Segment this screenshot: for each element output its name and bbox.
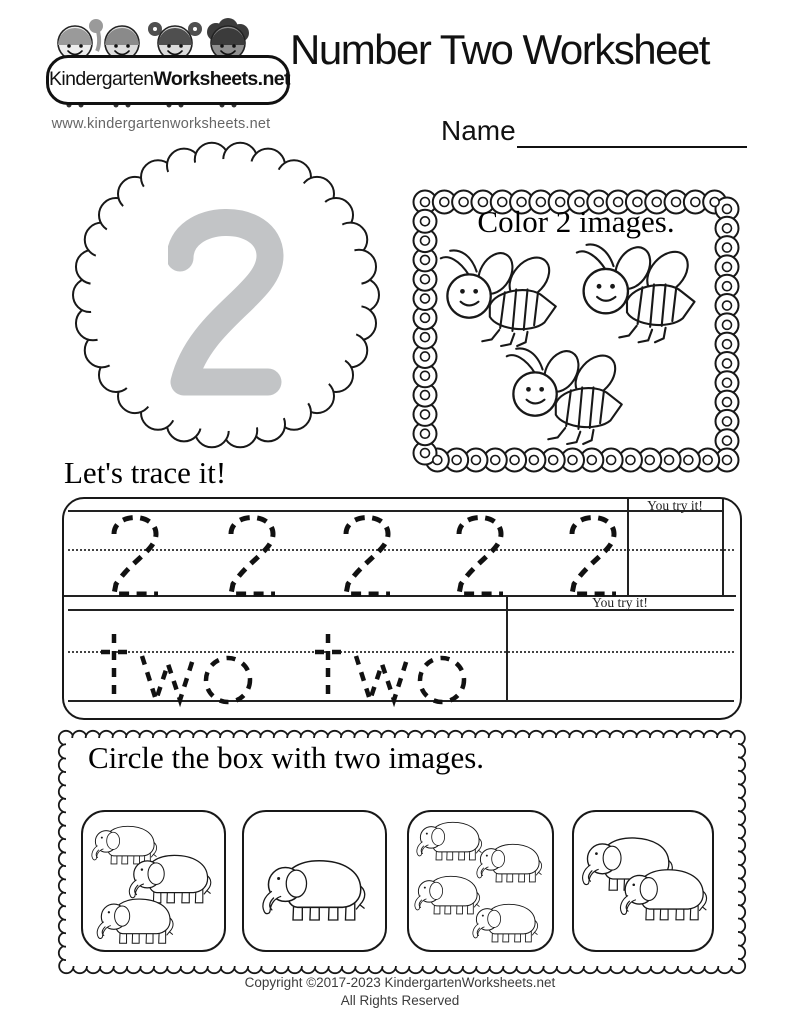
page-title: Number Two Worksheet: [290, 26, 709, 73]
elephant-image: [260, 854, 370, 928]
logo-url: www.kindergartenworksheets.net: [51, 116, 271, 132]
choice-box-1[interactable]: [81, 810, 226, 952]
trace-digit-2[interactable]: [106, 510, 164, 598]
trace-digit-2[interactable]: [451, 510, 509, 598]
trace-digit-2[interactable]: [338, 510, 396, 598]
elephant-image: [471, 900, 541, 947]
trace-digit-2[interactable]: [564, 510, 622, 598]
trace-box[interactable]: [62, 497, 742, 720]
elephant-image: [475, 840, 545, 887]
big-number-two: [168, 204, 284, 404]
choice-box-2[interactable]: [242, 810, 387, 952]
color-instruction: Color 2 images.: [477, 204, 675, 239]
bee-image[interactable]: [503, 345, 635, 456]
row1-try-label: You try it!: [647, 498, 703, 513]
bee-image[interactable]: [573, 241, 708, 355]
row1-you-try-area[interactable]: [627, 511, 722, 595]
name-write-line[interactable]: [517, 146, 747, 148]
elephant-image: [618, 864, 711, 927]
row2-try-label: You try it!: [592, 595, 648, 610]
copyright-line: Copyright ©2017-2023 KindergartenWorksheets.net: [244, 975, 556, 990]
logo-banner: [46, 55, 290, 105]
trace-word-two[interactable]: [312, 630, 480, 708]
choice-box-4[interactable]: [572, 810, 714, 952]
bee-image[interactable]: [437, 247, 569, 358]
rights-line: All Rights Reserved: [340, 993, 460, 1008]
logo-text-kindergarten: Kindergarten: [49, 68, 154, 90]
trace-heading: Let's trace it!: [64, 455, 227, 490]
choice-box-3[interactable]: [407, 810, 554, 952]
row1-top-line: [68, 510, 724, 512]
circle-instruction: Circle the box with two images.: [88, 740, 485, 775]
elephant-image: [95, 894, 177, 950]
row2-you-try-area[interactable]: [506, 610, 734, 700]
trace-digit-2[interactable]: [223, 510, 281, 598]
logo-text-worksheets: Worksheets.net: [153, 68, 290, 90]
trace-word-two[interactable]: [98, 630, 266, 708]
name-label: Name: [441, 115, 516, 146]
